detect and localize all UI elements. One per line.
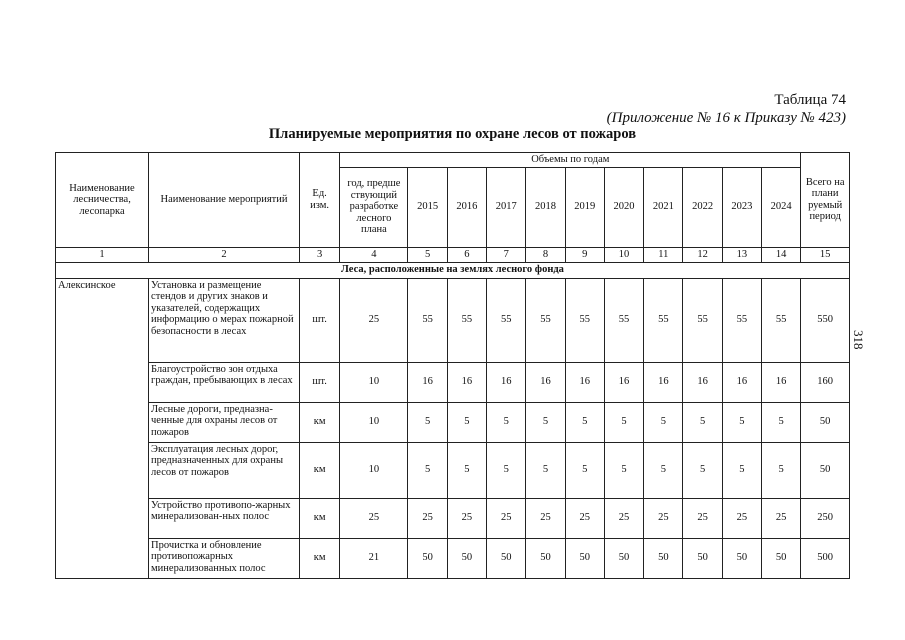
activity-name: Благоустройство зон отдыха граждан, пребывающих в лесах xyxy=(149,362,300,402)
year-cell: 5 xyxy=(565,402,604,442)
header-total: Всего на плани руемый период xyxy=(801,153,850,248)
total-cell: 160 xyxy=(801,362,850,402)
column-number: 13 xyxy=(722,247,761,262)
year-cell: 50 xyxy=(762,538,801,578)
year-cell: 5 xyxy=(565,442,604,498)
header-year: 2023 xyxy=(722,167,761,247)
year-cell: 50 xyxy=(565,538,604,578)
year-cell: 16 xyxy=(526,362,565,402)
appendix-reference: (Приложение № 16 к Приказу № 423) xyxy=(606,110,846,126)
year-cell: 55 xyxy=(408,278,447,362)
activity-name: Установка и размещение стендов и других знаков и указателей, содержащих информацию о мерах пожарной безопасности в лесах xyxy=(149,278,300,362)
year-cell: 16 xyxy=(408,362,447,402)
table-label: Таблица 74 xyxy=(774,92,846,108)
year-cell: 55 xyxy=(447,278,486,362)
header-previous-year: год, предше ствующий разработке лесного плана xyxy=(340,167,408,247)
column-number: 2 xyxy=(149,247,300,262)
page-number: 318 xyxy=(851,330,866,350)
previous-year-cell: 10 xyxy=(340,402,408,442)
unit-cell: км xyxy=(299,498,339,538)
header-year: 2016 xyxy=(447,167,486,247)
year-cell: 50 xyxy=(604,538,643,578)
year-cell: 50 xyxy=(683,538,722,578)
year-cell: 5 xyxy=(408,442,447,498)
column-number: 6 xyxy=(447,247,486,262)
activity-name: Лесные дороги, предназна-ченные для охраны лесов от пожаров xyxy=(149,402,300,442)
year-cell: 25 xyxy=(447,498,486,538)
table-row xyxy=(56,278,850,362)
year-cell: 5 xyxy=(487,442,526,498)
previous-year-cell: 10 xyxy=(340,362,408,402)
column-number: 1 xyxy=(56,247,149,262)
year-cell: 55 xyxy=(722,278,761,362)
year-cell: 55 xyxy=(683,278,722,362)
year-cell: 16 xyxy=(722,362,761,402)
column-number: 10 xyxy=(604,247,643,262)
header-year: 2020 xyxy=(604,167,643,247)
year-cell: 5 xyxy=(447,402,486,442)
year-cell: 5 xyxy=(683,402,722,442)
year-cell: 5 xyxy=(683,442,722,498)
year-cell: 50 xyxy=(722,538,761,578)
year-cell: 25 xyxy=(487,498,526,538)
unit-cell: шт. xyxy=(299,278,339,362)
total-cell: 550 xyxy=(801,278,850,362)
year-cell: 25 xyxy=(565,498,604,538)
year-cell: 5 xyxy=(722,402,761,442)
year-cell: 25 xyxy=(683,498,722,538)
year-cell: 50 xyxy=(447,538,486,578)
column-number: 14 xyxy=(762,247,801,262)
year-cell: 5 xyxy=(644,402,683,442)
year-cell: 5 xyxy=(408,402,447,442)
column-number: 11 xyxy=(644,247,683,262)
year-cell: 5 xyxy=(447,442,486,498)
year-cell: 55 xyxy=(604,278,643,362)
table-row xyxy=(56,498,850,538)
header-year: 2021 xyxy=(644,167,683,247)
column-number: 3 xyxy=(299,247,339,262)
year-cell: 55 xyxy=(644,278,683,362)
previous-year-cell: 21 xyxy=(340,538,408,578)
year-cell: 5 xyxy=(487,402,526,442)
year-cell: 16 xyxy=(683,362,722,402)
year-cell: 16 xyxy=(762,362,801,402)
year-cell: 16 xyxy=(447,362,486,402)
year-cell: 16 xyxy=(644,362,683,402)
year-cell: 55 xyxy=(487,278,526,362)
year-cell: 55 xyxy=(762,278,801,362)
year-cell: 5 xyxy=(644,442,683,498)
column-number: 9 xyxy=(565,247,604,262)
activity-name: Эксплуатация лесных дорог, предназначенных для охраны лесов от пожаров xyxy=(149,442,300,498)
section-heading: Леса, расположенные на землях лесного фонда xyxy=(56,262,850,278)
total-cell: 500 xyxy=(801,538,850,578)
year-cell: 5 xyxy=(722,442,761,498)
year-cell: 25 xyxy=(526,498,565,538)
year-cell: 5 xyxy=(762,442,801,498)
header-year: 2018 xyxy=(526,167,565,247)
activity-name: Устройство противопо-жарных минерализован-ных полос xyxy=(149,498,300,538)
fire-protection-table xyxy=(55,152,850,579)
previous-year-cell: 25 xyxy=(340,278,408,362)
year-cell: 16 xyxy=(565,362,604,402)
column-number: 4 xyxy=(340,247,408,262)
year-cell: 5 xyxy=(526,402,565,442)
year-cell: 55 xyxy=(526,278,565,362)
unit-cell: км xyxy=(299,538,339,578)
year-cell: 25 xyxy=(604,498,643,538)
activity-name: Прочистка и обновление противопожарных минерализованных полос xyxy=(149,538,300,578)
year-cell: 50 xyxy=(487,538,526,578)
unit-cell: шт. xyxy=(299,362,339,402)
column-number: 8 xyxy=(526,247,565,262)
header-forestry: Наименование лесничества, лесопарка xyxy=(56,153,149,248)
header-year: 2017 xyxy=(487,167,526,247)
header-year: 2024 xyxy=(762,167,801,247)
year-cell: 50 xyxy=(644,538,683,578)
header-year: 2015 xyxy=(408,167,447,247)
table-row xyxy=(56,362,850,402)
column-number: 7 xyxy=(487,247,526,262)
year-cell: 55 xyxy=(565,278,604,362)
year-cell: 50 xyxy=(408,538,447,578)
header-activity: Наименование мероприятий xyxy=(149,153,300,248)
document-title: Планируемые мероприятия по охране лесов от пожаров xyxy=(268,126,637,142)
column-number: 12 xyxy=(683,247,722,262)
year-cell: 16 xyxy=(604,362,643,402)
header-volumes: Объемы по годам xyxy=(340,153,801,168)
unit-cell: км xyxy=(299,442,339,498)
total-cell: 50 xyxy=(801,442,850,498)
year-cell: 25 xyxy=(762,498,801,538)
previous-year-cell: 10 xyxy=(340,442,408,498)
year-cell: 50 xyxy=(526,538,565,578)
year-cell: 5 xyxy=(604,442,643,498)
unit-cell: км xyxy=(299,402,339,442)
table-row xyxy=(56,538,850,578)
column-number: 5 xyxy=(408,247,447,262)
header-year: 2019 xyxy=(565,167,604,247)
table-row xyxy=(56,402,850,442)
year-cell: 25 xyxy=(722,498,761,538)
previous-year-cell: 25 xyxy=(340,498,408,538)
year-cell: 25 xyxy=(644,498,683,538)
column-number: 15 xyxy=(801,247,850,262)
year-cell: 5 xyxy=(762,402,801,442)
total-cell: 250 xyxy=(801,498,850,538)
year-cell: 5 xyxy=(604,402,643,442)
table-row xyxy=(56,442,850,498)
total-cell: 50 xyxy=(801,402,850,442)
header-unit: Ед. изм. xyxy=(299,153,339,248)
year-cell: 16 xyxy=(487,362,526,402)
header-year: 2022 xyxy=(683,167,722,247)
forestry-name: Алексинское xyxy=(56,278,149,578)
year-cell: 5 xyxy=(526,442,565,498)
year-cell: 25 xyxy=(408,498,447,538)
